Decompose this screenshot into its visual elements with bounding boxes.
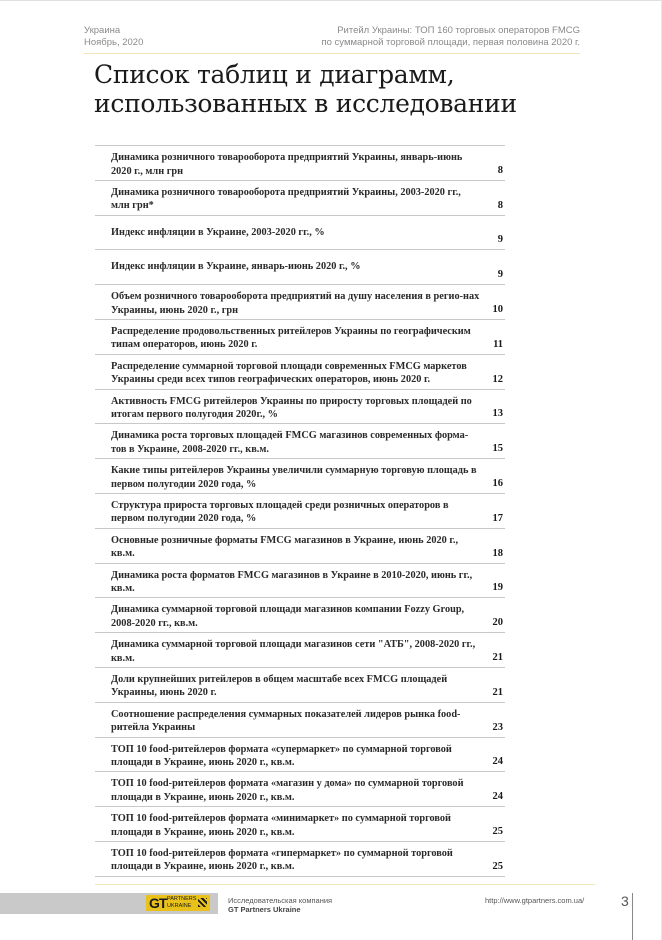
toc-row-title: Динамика роста торговых площадей FMCG магазинов современных форма-тов в Украине, 2008-2020 гг., кв.м.	[111, 430, 469, 455]
toc-row-page: 19	[492, 582, 503, 594]
toc-row[interactable]	[95, 285, 505, 320]
footer-company-type: Исследовательская компания	[228, 896, 333, 905]
toc-row[interactable]	[95, 529, 505, 564]
toc-row-page: 25	[492, 860, 503, 872]
page-top-border	[0, 0, 662, 1]
toc-row-title: Основные розничные форматы FMCG магазинов в Украине, июнь 2020 г., кв.м.	[111, 534, 459, 560]
toc-row[interactable]	[95, 668, 505, 703]
header-country: Украина	[84, 25, 121, 36]
toc-row-title: Соотношение распределения суммарных показателей лидеров рынка food-ритейла Украины	[111, 708, 461, 734]
toc-row-title: Распределение продовольственных ритейлеров Украины по географическим типам операторов, июнь 2020 г.	[111, 325, 471, 351]
toc-row[interactable]	[95, 564, 505, 599]
toc-row[interactable]	[95, 250, 505, 285]
toc-row-page: 25	[492, 825, 503, 837]
toc-row-page: 20	[492, 617, 503, 629]
toc-row[interactable]	[95, 320, 505, 355]
toc-row[interactable]	[95, 216, 505, 251]
toc-row-title: Объем розничного товарооборота предприятий на душу населения в регио-нах Украины, июнь 2020 г., грн	[111, 291, 480, 316]
toc-row-title: Активность FMCG ритейлеров Украины по приросту торговых площадей по итогам первого полугодия 2020г., %	[111, 395, 472, 421]
logo-gt-text: GT	[149, 895, 167, 911]
toc-row-title: Структура прироста торговых площадей среди розничных операторов в первом полугодии 2020 года, %	[111, 499, 449, 525]
toc-row-page: 24	[492, 791, 503, 803]
toc-row[interactable]	[95, 355, 505, 390]
footer-divider	[95, 884, 595, 885]
toc-row[interactable]	[95, 424, 505, 459]
toc-row-page: 17	[492, 512, 503, 524]
toc-row-title: ТОП 10 food-ритейлеров формата «супермаркет» по суммарной торговой площади в Украине, июнь 2020 г., кв.м.	[111, 743, 452, 769]
page-title-line-2: использованных в исследовании	[94, 89, 517, 118]
toc-row[interactable]	[95, 807, 505, 842]
toc-row-page: 23	[492, 721, 503, 733]
gt-partners-logo	[146, 895, 210, 911]
toc-row[interactable]	[95, 633, 505, 668]
toc-row[interactable]	[95, 146, 505, 181]
toc-row-page: 21	[492, 686, 503, 698]
toc-row-title: Доли крупнейших ритейлеров в общем масштабе всех FMCG площадей Украины, июнь 2020 г.	[111, 673, 448, 699]
header-report-title-2: по суммарной торговой площади, первая половина 2020 г.	[321, 37, 580, 48]
toc-row-page: 12	[492, 373, 503, 385]
toc-row-title: Динамика суммарной торговой площади магазинов компании Fozzy Group, 2008-2020 гг., кв.м.	[111, 604, 465, 629]
toc-row[interactable]	[95, 598, 505, 633]
toc-row-page: 8	[497, 164, 503, 176]
toc-row[interactable]	[95, 703, 505, 738]
toc-row-title: ТОП 10 food-ритейлеров формата «гипермаркет» по суммарной торговой площади в Украине, июнь 2020 г., кв.м.	[111, 847, 453, 873]
toc-row-page: 9	[497, 234, 503, 246]
footer-url-link[interactable]: http://www.gtpartners.com.ua/	[485, 896, 585, 905]
toc-row[interactable]	[95, 494, 505, 529]
toc-row-title: ТОП 10 food-ритейлеров формата «магазин у дома» по суммарной торговой площади в Украине, июнь 2020 г., кв.м.	[111, 778, 464, 803]
toc-row[interactable]	[95, 459, 505, 494]
toc-row[interactable]	[95, 772, 505, 807]
toc-row-page: 15	[492, 443, 503, 455]
toc-row[interactable]	[95, 842, 505, 877]
toc-row[interactable]	[95, 390, 505, 425]
page-title	[94, 60, 517, 118]
toc-row[interactable]	[95, 181, 505, 216]
toc-row-title: ТОП 10 food-ритейлеров формата «минимаркет» по суммарной торговой площади в Украине, июнь 2020 г., кв.м.	[111, 813, 451, 838]
header-left	[84, 25, 143, 49]
footer-company	[228, 896, 332, 914]
toc-row-page: 8	[497, 199, 503, 211]
toc-row-title: Динамика розничного товарооборота предприятий Украины, январь-июнь 2020 г., млн грн	[111, 152, 463, 177]
toc-row-page: 18	[492, 547, 503, 559]
page-title-line-1: Список таблиц и диаграмм,	[94, 60, 455, 89]
toc-row-title: Индекс инфляции в Украине, январь-июнь 2020 г., %	[111, 261, 361, 273]
header-date: Ноябрь, 2020	[84, 37, 144, 48]
toc-row-title: Динамика суммарной торговой площади магазинов сети "АТБ", 2008-2020 гг., кв.м.	[111, 639, 476, 664]
page-number-divider	[632, 893, 633, 940]
toc-row-title: Индекс инфляции в Украине, 2003-2020 гг., %	[111, 226, 325, 238]
toc-row-page: 16	[492, 477, 503, 489]
toc-list	[95, 145, 505, 877]
logo-ukraine-text: UKRAINE	[167, 903, 192, 909]
toc-row-page: 21	[492, 651, 503, 663]
toc-row-title: Динамика розничного товарооборота предприятий Украины, 2003-2020 гг., млн грн*	[111, 186, 461, 212]
header-right	[220, 25, 580, 49]
toc-row[interactable]	[95, 738, 505, 773]
logo-partners-text: PARTNERS	[167, 896, 197, 902]
toc-row-page: 24	[492, 756, 503, 768]
checkered-flag-icon	[198, 898, 207, 907]
toc-row-title: Какие типы ритейлеров Украины увеличили суммарную торговую площадь в первом полугодии 2020 года, %	[111, 465, 477, 490]
footer-company-name: GT Partners Ukraine	[228, 905, 301, 914]
toc-row-page: 9	[497, 269, 503, 281]
toc-row-page: 13	[492, 408, 503, 420]
toc-row-page: 11	[493, 338, 503, 350]
header-report-title-1: Ритейл Украины: ТОП 160 торговых операторов FMCG	[337, 25, 580, 36]
page-number: 3	[621, 893, 629, 909]
toc-row-page: 10	[492, 303, 503, 315]
toc-row-title: Динамика роста форматов FMCG магазинов в Украине в 2010-2020, июнь гг., кв.м.	[111, 569, 473, 595]
toc-row-title: Распределение суммарной торговой площади современных FMCG маркетов Украины среди всех типов географических операторов, июнь 2020 г.	[111, 360, 467, 386]
header-divider	[84, 53, 580, 54]
